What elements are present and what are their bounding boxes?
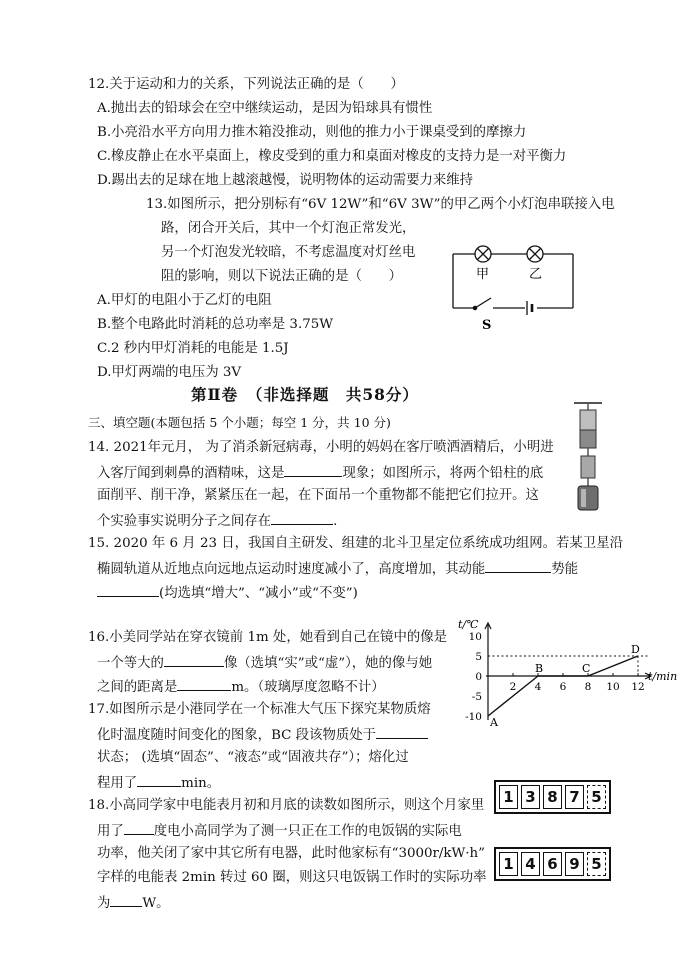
answer-blank[interactable] (485, 558, 551, 573)
lead-cylinders-figure (570, 398, 606, 518)
y-tick-label: -5 (471, 691, 482, 703)
q14-line1: 14. 2021年元月， 为了消杀新冠病毒，小明的妈妈在客厅喷洒酒精后，小明进 (88, 440, 554, 455)
q12-option-a: A.抛出去的铅球会在空中继续运动，是因为铅球具有惯性 (97, 101, 433, 116)
x-axis-label: t/min (648, 670, 678, 683)
lamp-yi-icon (527, 246, 543, 262)
meter-digit: 1 (499, 785, 518, 809)
q12-stem: 12.关于运动和力的关系，下列说法正确的是（ ） (88, 77, 404, 92)
q15-line3: (均选填“增大”、“减小”或“不变”) (97, 582, 358, 604)
q13-stem-line3: 另一个灯泡发光较暗，不考虑温度对灯丝电 (161, 245, 416, 260)
meter-digit: 1 (499, 852, 518, 876)
answer-blank[interactable] (97, 582, 159, 597)
q14-line3: 面削平、削干净，紧紧压在一起，在下面吊一个重物都不能把它们拉开。这 (97, 488, 539, 503)
x-tick-label: 8 (584, 681, 592, 693)
answer-blank[interactable] (271, 510, 333, 525)
answer-blank[interactable] (164, 652, 224, 667)
q15-line2: 椭圆轨道从近地点向远地点运动时速度减小了，高度增加，其动能 势能 (97, 558, 578, 580)
y-tick-label: 10 (468, 631, 482, 643)
q12-option-b: B.小亮沿水平方向用力推木箱没推动，则他的推力小于课桌受到的摩擦力 (97, 125, 527, 140)
q13-stem-line1: 13.如图所示，把分别标有“6V 12W”和“6V 3W”的甲乙两个小灯泡串联接入电 (146, 197, 615, 212)
answer-blank[interactable] (284, 462, 342, 477)
lamp-jia-label: 甲 (476, 267, 490, 282)
point-label: D (631, 643, 640, 656)
q13-option-c: C.2 秒内甲灯消耗的电能是 1.5J (97, 341, 289, 356)
meter-digit: 7 (565, 785, 584, 809)
x-tick-label: 12 (631, 681, 645, 693)
q13-option-a: A.甲灯的电阻小于乙灯的电阻 (97, 293, 272, 308)
temperature-time-chart (452, 612, 678, 730)
q18-line5: 为 W。 (97, 892, 170, 914)
circuit-diagram (445, 238, 585, 338)
q12-option-c: C.橡皮静止在水平桌面上，橡皮受到的重力和桌面对橡皮的支持力是一对平衡力 (97, 149, 567, 164)
answer-blank[interactable] (376, 724, 428, 739)
q16-line3: 之间的距离是 m。（玻璃厚度忽略不计） (97, 676, 385, 698)
part2-title: 第Ⅱ卷 （非选择题 共58分） (191, 385, 419, 404)
q16-line2: 一个等大的 像（选填“实”或“虚”），她的像与她 (97, 652, 432, 674)
meter-digit: 9 (565, 852, 584, 876)
answer-blank[interactable] (110, 892, 142, 907)
answer-blank[interactable] (177, 676, 231, 691)
point-label: B (535, 662, 544, 675)
q14-line4: 个实验事实说明分子之间存在 . (97, 510, 337, 532)
x-tick-label: 6 (559, 681, 567, 693)
y-tick-label: -10 (465, 711, 482, 723)
q17-line1: 17.如图所示是小港同学在一个标准大气压下探究某物质熔 (88, 702, 431, 717)
q13-option-d: D.甲灯两端的电压为 3V (97, 365, 242, 380)
meter-digit: 4 (521, 852, 540, 876)
q13-stem-line4: 阻的影响，则以下说法正确的是（ ） (161, 269, 403, 284)
q15-line1: 15. 2020 年 6 月 23 日，我国自主研发、组建的北斗卫星定位系统成功组网。若某卫星沿 (88, 536, 623, 551)
y-tick-label: 5 (475, 651, 482, 663)
q18-line2: 用了 度电小高同学为了测一只正在工作的电饭锅的实际电 (97, 820, 462, 842)
switch-icon (473, 298, 491, 310)
q18-line4: 字样的电能表 2min 转过 60 圈，则这只电饭锅工作时的实际功率 (97, 870, 487, 885)
energy-meter-end (494, 847, 611, 881)
x-tick-label: 2 (509, 681, 517, 693)
x-tick-label: 4 (534, 681, 542, 693)
q13-option-b: B.整个电路此时消耗的总功率是 3.75W (97, 317, 334, 332)
q14-line2: 入客厅闻到刺鼻的酒精味，这是 现象；如图所示，将两个铅柱的底 (97, 462, 543, 484)
q12-option-d: D.踢出去的足球在地上越滚越慢，说明物体的运动需要力来维持 (97, 173, 474, 188)
q17-line3: 状态； (选填“固态”、“液态”或“固液共存”）；熔化过 (97, 750, 409, 765)
energy-meter-start (494, 780, 611, 814)
meter-digit: 6 (543, 852, 562, 876)
point-label: A (490, 716, 498, 729)
meter-decimal-digit: 5 (587, 785, 606, 809)
q18-line3: 功率，他关闭了家中其它所有电器，此时他家标有“3000r/kW·h” (97, 846, 486, 861)
lamp-jia-icon (475, 246, 491, 262)
point-label: C (582, 662, 591, 675)
answer-blank[interactable] (124, 820, 154, 835)
section3-header: 三、填空题(本题包括 5 个小题；每空 1 分，共 10 分) (88, 415, 391, 430)
y-tick-label: 0 (475, 671, 482, 683)
answer-blank[interactable] (137, 772, 181, 787)
lamp-yi-label: 乙 (529, 267, 543, 282)
meter-decimal-digit: 5 (587, 852, 606, 876)
x-tick-label: 10 (606, 681, 620, 693)
battery-icon (527, 301, 532, 315)
y-axis-label: t/℃ (458, 618, 479, 631)
meter-digit: 8 (543, 785, 562, 809)
q17-line2: 化时温度随时间变化的图象，BC 段该物质处于 (97, 724, 428, 746)
q16-line1: 16.小美同学站在穿衣镜前 1m 处，她看到自己在镜中的像是 (88, 630, 448, 645)
switch-label: S (482, 318, 492, 333)
q17-line4: 程用了 min。 (97, 772, 220, 794)
q18-line1: 18.小高同学家中电能表月初和月底的读数如图所示，则这个月家里 (88, 798, 485, 813)
q13-stem-line2: 路，闭合开关后，其中一个灯泡正常发光， (161, 221, 416, 236)
meter-digit: 3 (521, 785, 540, 809)
